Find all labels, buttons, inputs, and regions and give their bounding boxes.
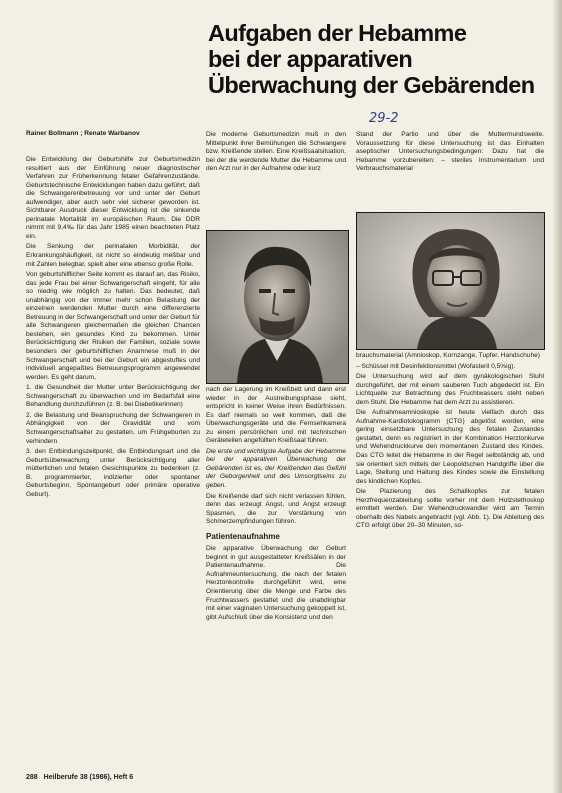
column-1 (26, 156, 200, 768)
section-heading: Patientenaufnahme (206, 531, 280, 541)
title-line-1: Aufgaben der Hebamme (208, 20, 467, 46)
paragraph: nach der Lagerung im Kreißbett und dann erst wieder in der Austreibungsphase sieht, entspricht in keiner Weise ihren Bedürfnissen. Es darf niemals so weit kommen, daß die Überwachungsgeräte und die Fernsehkamera zu einem persönlichen und mit technischen Geräteteilen angefüllten Kreißsaal führen. (206, 386, 346, 445)
title-line-2: bei der apparativen (208, 46, 413, 72)
paragraph: 1. die Gesundheit der Mutter unter Berücksichtigung der Schwangerschaft zu überwachen und im Bedarfsfall eine Behandlung durchzuführen (z. B. bei Diabetikerinnen) (26, 384, 200, 409)
column-2-top (206, 131, 346, 227)
paragraph-italic: Die erste und wichtigste Aufgabe der Hebamme bei der apparativen Überwachung der Gebärenden ist es, der Kreißenden das Gefühl der Geborgenheit und des Umsorgtseins zu geben. (206, 447, 346, 490)
photo-woman (356, 212, 545, 350)
authors: Rainer Bollmann ; Renate Warbanov (26, 130, 140, 137)
article-title (208, 20, 558, 98)
paragraph: brauchsmaterial (Amnioskop, Kornzange, Tupfer, Handschuhe) (356, 352, 540, 359)
column-3-bottom (356, 352, 544, 768)
journal-reference: Heilberufe 38 (1986), Heft 6 (43, 774, 134, 781)
paragraph: 2. die Belastung und Beanspruchung der Schwangeren in Abhängigkeit von der Gravidität und vom Schwangerschaftsalter zu gestalten, um Frühgeburten zu verhindern (26, 411, 200, 445)
page-edge-shadow (552, 0, 562, 793)
paragraph: Die moderne Geburtsmedizin muß in den Mittelpunkt ihrer Bemühungen die Schwangere bzw. Kreißende stellen. Eine Kreißsaalsituation, bei der die werdende Mutter die Hebamme und den Arzt nur in der Aufnahme oder kurz (206, 131, 346, 173)
page-footer (26, 774, 137, 781)
paragraph: Stand der Partio und über die Muttermundsweite. Voraussetzung für diese Untersuchung ist das Einhalten aseptischer Untersuchungsbedingungen: Dazu hat die Hebamme vorzubereiten: – steriles Instrumentarium und Verbrauchsmaterial (356, 131, 544, 173)
title-line-3: Überwachung der Gebärenden (208, 72, 535, 98)
paragraph: Von geburtshilflicher Seite kommt es darauf an, das Risiko, das jede Frau bei einer Schwangerschaft eingeht, für alle so niedrig wie möglich zu halten. Das bedeutet, daß unabhängig von der immer mehr schon Belastung der einzelnen werdenden Mutter durch eine differenzierte Betreuung in der Schwangerschaft und unter der Geburt für alle Schwangeren gleichermaßen die gleichen Chancen bestehen, ein gesundes Kind zu bekommen. Unter Berücksichtigung der Risiken der Familien, soziale sowie besonders der geburtshilflichen Anamnese muß in der Schwangerschaft und bei der Geburt ein abgestuftes und individuell angepaßtes Betreuungsprogramm angewendet werden. Es geht darum, (26, 271, 200, 381)
column-3-top (356, 131, 544, 211)
paragraph: Die Untersuchung wird auf dem gynäkologischen Stuhl durchgeführt, der mit einem sauberen Tuch abgedeckt ist. Ein Lichtquelle zur Betrachtung des Fruchtwassers steht neben dem Stuhl. Die Hebamme hat dem Arzt zu assistieren. (356, 373, 544, 406)
paragraph: Die Plazierung des Schallkopfes zur fetalen Herzfrequenzableitung sollte vorher mit dem Holzstethoskop ermittelt werden. Der Wehendruckwandler wird am Termin oberhalb des Nabels angebracht (vgl. Abb. 1). Die Ableitung des CTG erfolgt über 20–30 Minuten, so- (356, 488, 544, 530)
photo-man-image (207, 231, 348, 383)
page-number: 288 (26, 774, 38, 781)
photo-woman-image (357, 213, 544, 349)
paragraph: Die Aufnahmeamnioskopie ist heute vielfach durch das Aufnahme-Kardiotokogramm (CTG) abgelöst worden, eine gering einsetzbare Untersuchung des fetalen Zustandes gestattet, denn es registriert in der Kombination Herztonkurve und Wehendruckkurve den momentanen Zustand des Kindes. Das CTG leitet die Hebamme in der Regel selbständig ab, und sie orientiert sich mittels der Leopoldschen Handgriffe über die Lage, Stellung und Haltung des Kindes sowie die Einstellung des kindlichen Kopfes. (356, 409, 544, 485)
paragraph: Die Kreißende darf sich nicht verlassen fühlen, denn das erzeugt Angst, und Angst erzeugt Spasmen, die zur Verstärkung von Schmerzempfindungen führen. (206, 492, 346, 526)
paragraph: – Schüssel mit Desinfektionsmittel (Wofasteril 0,5%ig). (356, 362, 516, 370)
column-2-bottom (206, 386, 346, 768)
photo-man (206, 230, 349, 384)
paragraph: Die apparative Überwachung der Geburt beginnt in gut ausgestatteter Kreißsälen in der Patientenaufnahme. Die Aufnahmeuntersuchung, die nach der fetalen Herztonkontrolle durchgeführt wird, eine Orientierung über die Menge und Farbe des Fruchtwassers gestattet und die unabdingbar mit einer vaginalen Untersuchung gekoppelt ist, gibt Aufschluß über die Konsistenz und den (206, 545, 346, 621)
paragraph: Die Entwicklung der Geburtshilfe zur Geburtsmedizin resultiert aus der Einführung neuer diagnostischer Verfahren zur Früherkennung fetaler Gefahrenzustände. Geburtstechnische Entwicklungen haben dazu geführt, daß die Schwangerenbetreuung vor und unter der Geburt aufwendiger, aber auch sehr viel sicherer geworden ist. Sichtbarer Ausdruck dieser Entwicklung ist die sinkende perinatale Mortalität im europäischen Raum. Die DDR nimmt mit 9,4‰ für das Jahr 1985 einen beachteten Platz ein. (26, 156, 200, 240)
paragraph: 3. den Entbindungszeitpunkt, die Entbindungsart und die Geburtsüberwachung unter Berücksichtigung aller mütterlichen und fetalen Gesichtspunkte zu bedenken (z. B. programmierter, indizierter oder spontaner Geburtsbeginn, Spontangeburt oder primäre operative Geburt). (26, 448, 200, 498)
paragraph: Die Senkung der perinatalen Morbidität, der Erkrankungshäufigkeit, ist nicht so eindeutig meßbar und mit Zahlen belegbar, spielt aber eine ebenso große Rolle. (26, 243, 200, 268)
handwritten-note: 29-2 (369, 111, 399, 126)
